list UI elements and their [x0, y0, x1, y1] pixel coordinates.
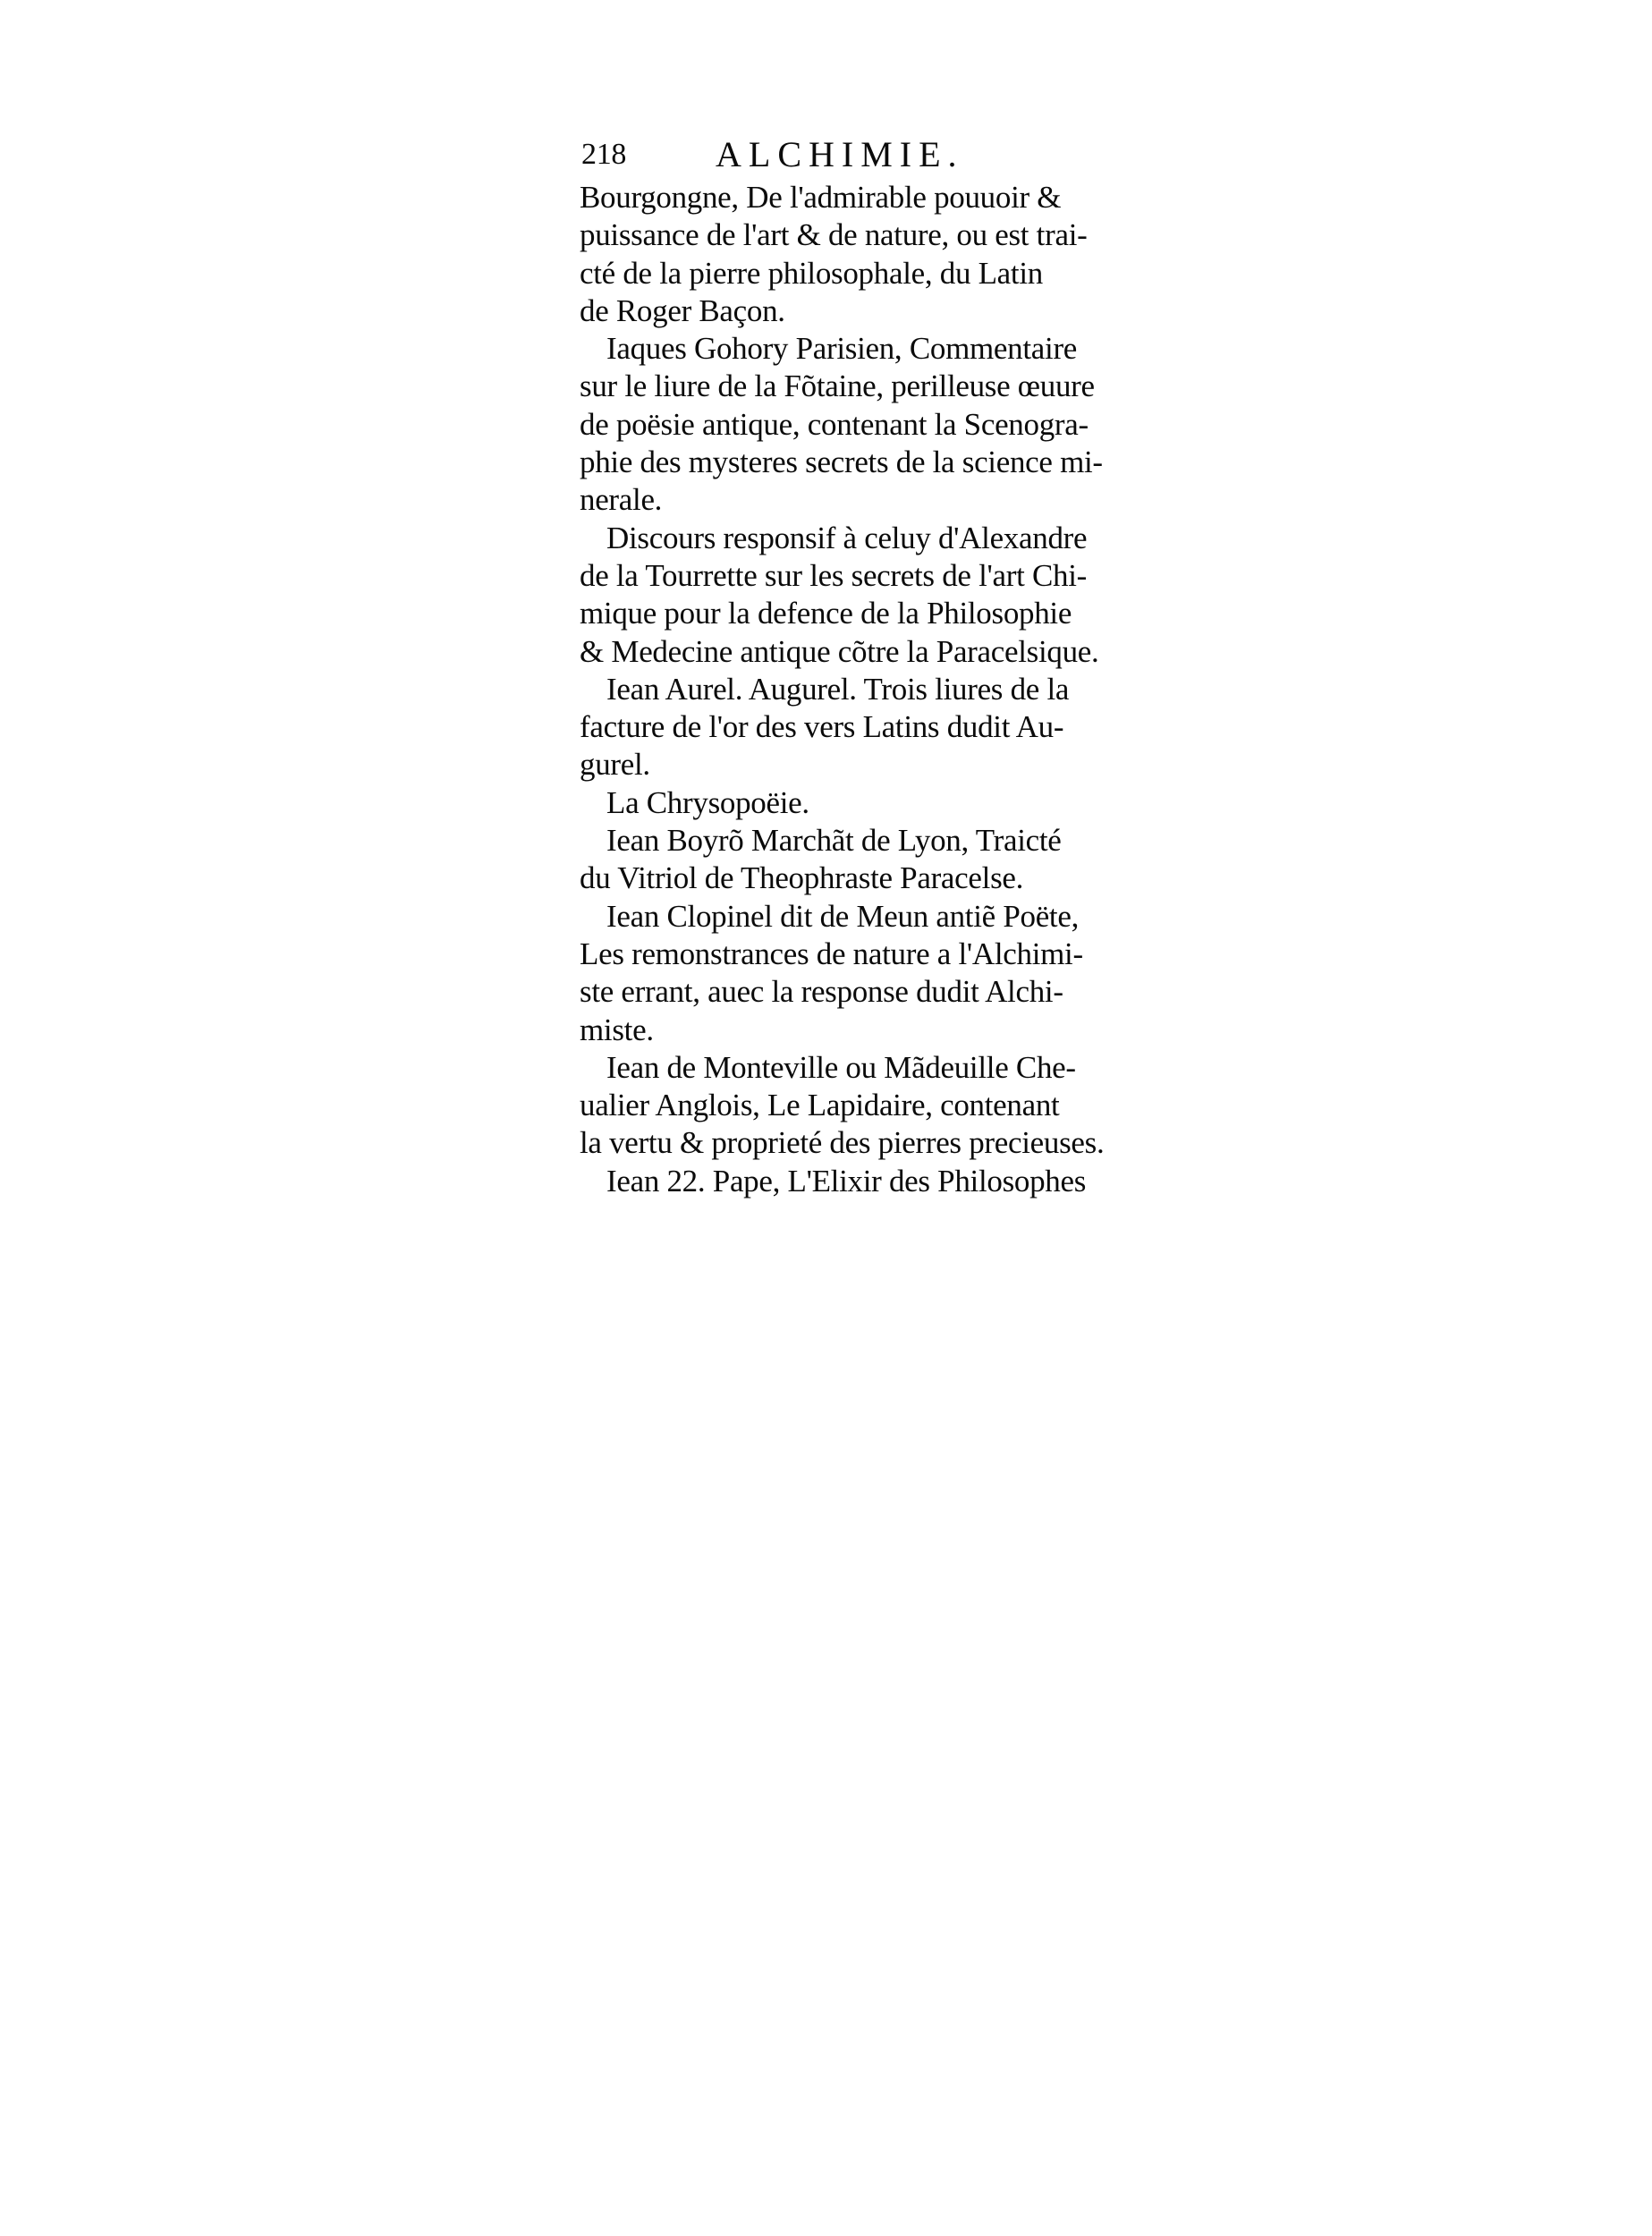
entry: [580, 1049, 1131, 1163]
page-number: 218: [581, 138, 627, 171]
entry: [580, 330, 1131, 519]
entry: [580, 784, 1131, 822]
text-line: facture de l'or des vers Latins dudit Au-: [580, 709, 1064, 745]
text-line: de poësie antique, contenant la Scenogra-: [580, 406, 1089, 442]
text-line: cté de la pierre philosophale, du Latin: [580, 255, 1043, 291]
entry: [580, 179, 1131, 330]
entry: [580, 671, 1131, 784]
page-header: [580, 131, 1131, 179]
text-line: Iean Clopinel dit de Meun antiẽ Poëte,: [606, 898, 1080, 934]
text-line: de Roger Baçon.: [580, 292, 785, 328]
text-line: ste errant, auec la response dudit Alchi-: [580, 974, 1063, 1010]
entry: [580, 520, 1131, 671]
text-line: Iean 22. Pape, L'Elixir des Philosophes: [606, 1163, 1087, 1198]
text-line: gurel.: [580, 747, 650, 783]
text-line: sur le liure de la Fõtaine, perilleuse œuure: [580, 368, 1095, 404]
text-line: Iaques Gohory Parisien, Commentaire: [606, 331, 1078, 367]
text-line: Bourgongne, De l'admirable pouuoir &: [580, 180, 1062, 215]
entry: [580, 822, 1131, 898]
text-block: [580, 131, 1131, 1200]
text-line: phie des mysteres secrets de la science mi-: [580, 445, 1103, 480]
text-line: miste.: [580, 1012, 654, 1047]
entry: [580, 898, 1131, 1049]
text-line: Iean Aurel. Augurel. Trois liures de la: [606, 671, 1070, 707]
text-line: puissance de l'art & de nature, ou est trai-: [580, 217, 1088, 253]
text-line: nerale.: [580, 482, 663, 518]
text-line: Iean de Monteville ou Mãdeuille Che-: [606, 1049, 1076, 1085]
text-line: la vertu & proprieté des pierres precieuses.: [580, 1125, 1105, 1161]
text-line: du Vitriol de Theophraste Paracelse.: [580, 860, 1024, 896]
text-line: Iean Boyrõ Marchãt de Lyon, Traicté: [606, 823, 1062, 859]
running-title: ALCHIMIE.: [716, 134, 964, 174]
text-line: & Medecine antique cõtre la Paracelsique.: [580, 633, 1099, 669]
text-line: ualier Anglois, Le Lapidaire, contenant: [580, 1088, 1060, 1123]
text-line: de la Tourrette sur les secrets de l'art Chi-: [580, 557, 1088, 593]
text-line: Les remonstrances de nature a l'Alchimi-: [580, 936, 1083, 971]
text-line: La Chrysopoëie.: [606, 784, 809, 820]
entry: [580, 1163, 1131, 1200]
text-line: Discours responsif à celuy d'Alexandre: [606, 520, 1088, 555]
text-line: mique pour la defence de la Philosophie: [580, 596, 1072, 631]
